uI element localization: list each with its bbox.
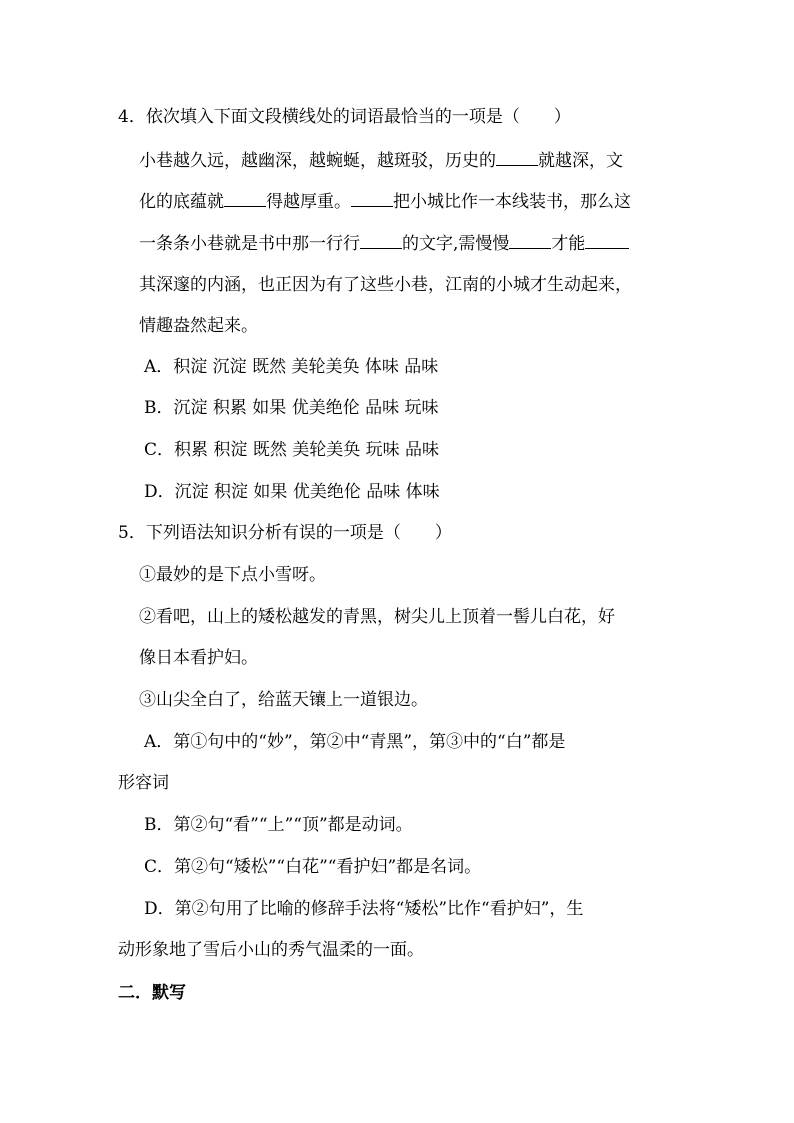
q4-passage-line-5: 情趣盎然起来。 (139, 316, 258, 336)
text: 把小城比作一本线装书，那么这 (393, 192, 631, 212)
q4-option-c[interactable]: C．积累 积淀 既然 美轮美奂 玩味 品味 (144, 440, 440, 460)
fill-blank-6[interactable] (585, 232, 629, 249)
text: 才能 (551, 234, 586, 254)
q5-sentence-2a: ②看吧，山上的矮松越发的青黑，树尖儿上顶着一髻儿白花，好 (139, 607, 615, 627)
text: 的文字,需慢慢 (402, 234, 510, 254)
section-2-heading: 二．默写 (118, 983, 186, 1003)
q5-option-b[interactable]: B．第②句“看”“上”“顶”都是动词。 (144, 815, 413, 835)
text: 得越厚重。 (266, 192, 351, 212)
q4-option-b[interactable]: B．沉淀 积累 如果 优美绝伦 品味 玩味 (144, 398, 439, 418)
text: 化的底蕴就 (139, 192, 224, 212)
fill-blank-1[interactable] (496, 149, 538, 166)
q4-stem: 4．依次填入下面文段横线处的词语最恰当的一项是（ ） (118, 107, 571, 127)
q5-option-a-cont: 形容词 (118, 773, 169, 793)
text: 小巷越久远，越幽深，越蜿蜒，越斑驳，历史的 (139, 151, 496, 171)
fill-blank-2[interactable] (224, 190, 266, 207)
q4-passage-line-3 (139, 232, 629, 255)
q4-passage-line-2 (139, 190, 631, 213)
q5-option-a[interactable]: A．第①句中的“妙”，第②中“青黑”，第③中的“白”都是 (144, 732, 566, 752)
q4-option-d[interactable]: D．沉淀 积淀 如果 优美绝伦 品味 体味 (144, 482, 440, 502)
text: 就越深，文 (538, 151, 623, 171)
q5-option-d-cont: 动形象地了雪后小山的秀气温柔的一面。 (118, 940, 424, 960)
text: 一条条小巷就是书中那一行行 (139, 234, 360, 254)
q5-option-d[interactable]: D．第②句用了比喻的修辞手法将“矮松”比作“看护妇”，生 (144, 899, 584, 919)
q4-passage-line-4: 其深邃的内涵，也正因为有了这些小巷，江南的小城才生动起来， (139, 275, 632, 295)
q4-option-a[interactable]: A．积淀 沉淀 既然 美轮美奂 体味 品味 (144, 357, 439, 377)
q5-stem: 5．下列语法知识分析有误的一项是（ ） (118, 523, 452, 543)
q5-sentence-2b: 像日本看护妇。 (139, 648, 258, 668)
q5-option-c[interactable]: C．第②句“矮松”“白花”“看护妇”都是名词。 (144, 857, 482, 877)
fill-blank-4[interactable] (360, 232, 402, 249)
q5-sentence-1: ①最妙的是下点小雪呀。 (139, 565, 326, 585)
fill-blank-3[interactable] (351, 190, 393, 207)
q5-sentence-3: ③山尖全白了，给蓝天镶上一道银边。 (139, 690, 428, 710)
fill-blank-5[interactable] (509, 232, 551, 249)
q4-passage-line-1 (139, 149, 623, 172)
